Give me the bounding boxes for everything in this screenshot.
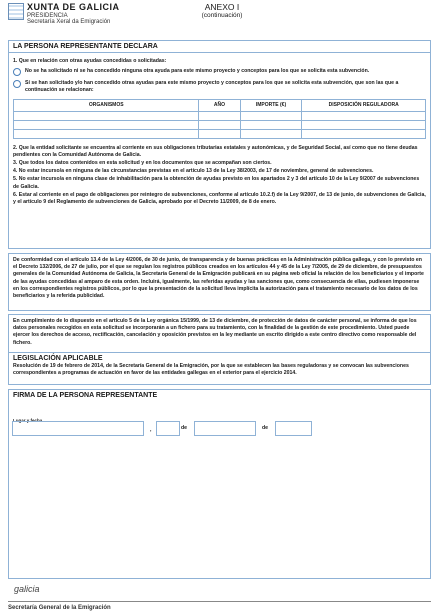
legislation-section: [8, 352, 431, 385]
declaration-item-5: 5. No estar incurso/a en ninguna clase de inhabilitación para la obtención de ayudas previsto en los apartados 2 y 3 del artículo 10 de la Ley 9/2007 de subvenciones de Galicia.: [13, 176, 420, 190]
question-1: 1. Que en relación con otras ayudas concedidas o solicitadas:: [13, 58, 167, 64]
table-cell[interactable]: [199, 120, 240, 129]
de-label-2: de: [262, 425, 269, 431]
galicia-logo-icon: galicia: [14, 584, 40, 594]
month-field[interactable]: [194, 421, 256, 436]
footer-divider: [8, 601, 431, 602]
transparency-section: [8, 253, 431, 311]
aid-table: [13, 99, 426, 139]
signature-section: [8, 389, 431, 579]
option-yes-aid: Sí se han solicitado y/o han concedido otras ayudas para este mismo proyecto y conceptos para los que se solicita esta subvención, que son las que a continuación se relacionan:: [25, 80, 399, 94]
declaration-section: [8, 40, 431, 249]
table-cell[interactable]: [14, 129, 199, 138]
footer-org: Secretaría General de la Emigración: [8, 605, 111, 611]
radio-no-aid[interactable]: [13, 68, 21, 76]
table-cell[interactable]: [199, 111, 240, 120]
annex-title: ANEXO I: [204, 2, 240, 12]
declaration-item-3: 3. Que todos los datos contenidos en esta solicitud y en los documentos que se acompañan son ciertos.: [13, 160, 272, 167]
table-cell[interactable]: [240, 111, 302, 120]
table-header-row: [14, 99, 426, 111]
logo-department: PRESIDENCIA: [27, 13, 68, 19]
table-row: [14, 111, 426, 120]
radio-yes-aid[interactable]: [13, 80, 21, 88]
declaration-item-2: 2. Que la entidad solicitante se encuentra al corriente en sus obligaciones tributarias estatales y autonómicas, y de Seguridad Social, así como que no tiene deudas pendientes con la Comunidad Autónoma de Galicia.: [13, 144, 418, 158]
day-field[interactable]: [156, 421, 180, 436]
place-date-label: Lugar y fecha: [13, 418, 43, 423]
annex-subtitle: (continuación): [201, 12, 243, 19]
comma-separator: ,: [150, 427, 152, 433]
logo-name: XUNTA DE GALICIA: [27, 2, 120, 12]
table-cell[interactable]: [240, 129, 302, 138]
col-organismos: ORGANISMOS: [14, 99, 199, 111]
table-cell[interactable]: [240, 120, 302, 129]
table-cell[interactable]: [302, 120, 426, 129]
year-field[interactable]: [275, 421, 312, 436]
table-cell[interactable]: [14, 120, 199, 129]
table-row: [14, 120, 426, 129]
privacy-section: [8, 314, 431, 356]
transparency-text: De conformidad con el artículo 13.4 de la Ley 4/2006, de 30 de junio, de transparencia y de buenas prácticas en la Administración pública gallega, y con lo previsto en el Decreto 132/2006, de 27 de julio, por el que se regulan los registros públicos creados en los artículos 44 y 45 de la Ley 7/2005, de 29 de diciembre, de presupuestos generales de la Comunidad Autónoma de Galicia, la Secretaría General de la Emigración publicará en su página web oficial la relación de los beneficiarios y el importe de las ayudas concedidas al amparo de esta orden. Incluirá, igualmente, las referidas ayudas y las sanciones que, como consecuencia de ellas, pudiesen imponerse en los correspondientes registros públicos, por lo que la presentación de la solicitud lleva implícita la autorización para el tratamiento necesario de los datos de los beneficiarios y la referida publicidad.: [13, 257, 424, 300]
option-no-aid: No se ha solicitado ni se ha concedido ninguna otra ayuda para este mismo proyecto y conceptos para los que se solicita esta subvención.: [25, 68, 370, 75]
col-importe: IMPORTE (€): [240, 99, 302, 111]
declaration-item-6: 6. Estar al corriente en el pago de obligaciones por reintegro de subvenciones, conforme al artículo 10.2.f) de la Ley 9/2007, de 13 de junio, de subvenciones de Galicia, y el artículo 9 del Reglamento de subvenciones de Galicia, aprobado por el Decreto 11/2009, de 8 de enero.: [13, 191, 426, 206]
signature-title: FIRMA DE LA PERSONA REPRESENTANTE: [9, 390, 430, 401]
table-cell[interactable]: [14, 111, 199, 120]
table-cell[interactable]: [199, 129, 240, 138]
logo-secretariat: Secretaría Xeral da Emigración: [27, 19, 111, 25]
declaration-title: LA PERSONA REPRESENTANTE DECLARA: [9, 41, 430, 53]
col-ano: AÑO: [199, 99, 240, 111]
col-disposicion: DISPOSICIÓN REGULADORA: [302, 99, 426, 111]
table-cell[interactable]: [302, 129, 426, 138]
legislation-text: Resolución de 19 de febrero de 2014, de la Secretaría General de la Emigración, por la que se establecen las bases reguladoras y se convocan las subvenciones correspondientes a programas de actuación en favor de las entidades gallegas en el exterior para el ejercicio 2014.: [13, 363, 409, 377]
table-row: [14, 129, 426, 138]
declaration-item-4: 4. No estar incurso/a en ninguna de las circunstancias previstas en el artículo 13 de la Ley 38/2003, de 17 de noviembre, general de subvenciones.: [13, 168, 374, 175]
privacy-text: En cumplimiento de lo dispuesto en el artículo 5 de la Ley orgánica 15/1999, de 13 de diciembre, de protección de datos de carácter personal, se informa de que los datos personales recogidos en esta solicitud se incorporarán a un fichero para su tratamiento, con la finalidad de la gestión de este procedimiento. Usted puede ejercer los derechos de acceso, rectificación, cancelación y oposición previstos en la ley mediante un escrito dirigido a este centro directivo como responsable del fichero.: [13, 318, 417, 346]
de-label-1: de: [181, 425, 188, 431]
place-field[interactable]: [12, 421, 144, 436]
legislation-title: LEGISLACIÓN APLICABLE: [9, 353, 430, 362]
table-cell[interactable]: [302, 111, 426, 120]
